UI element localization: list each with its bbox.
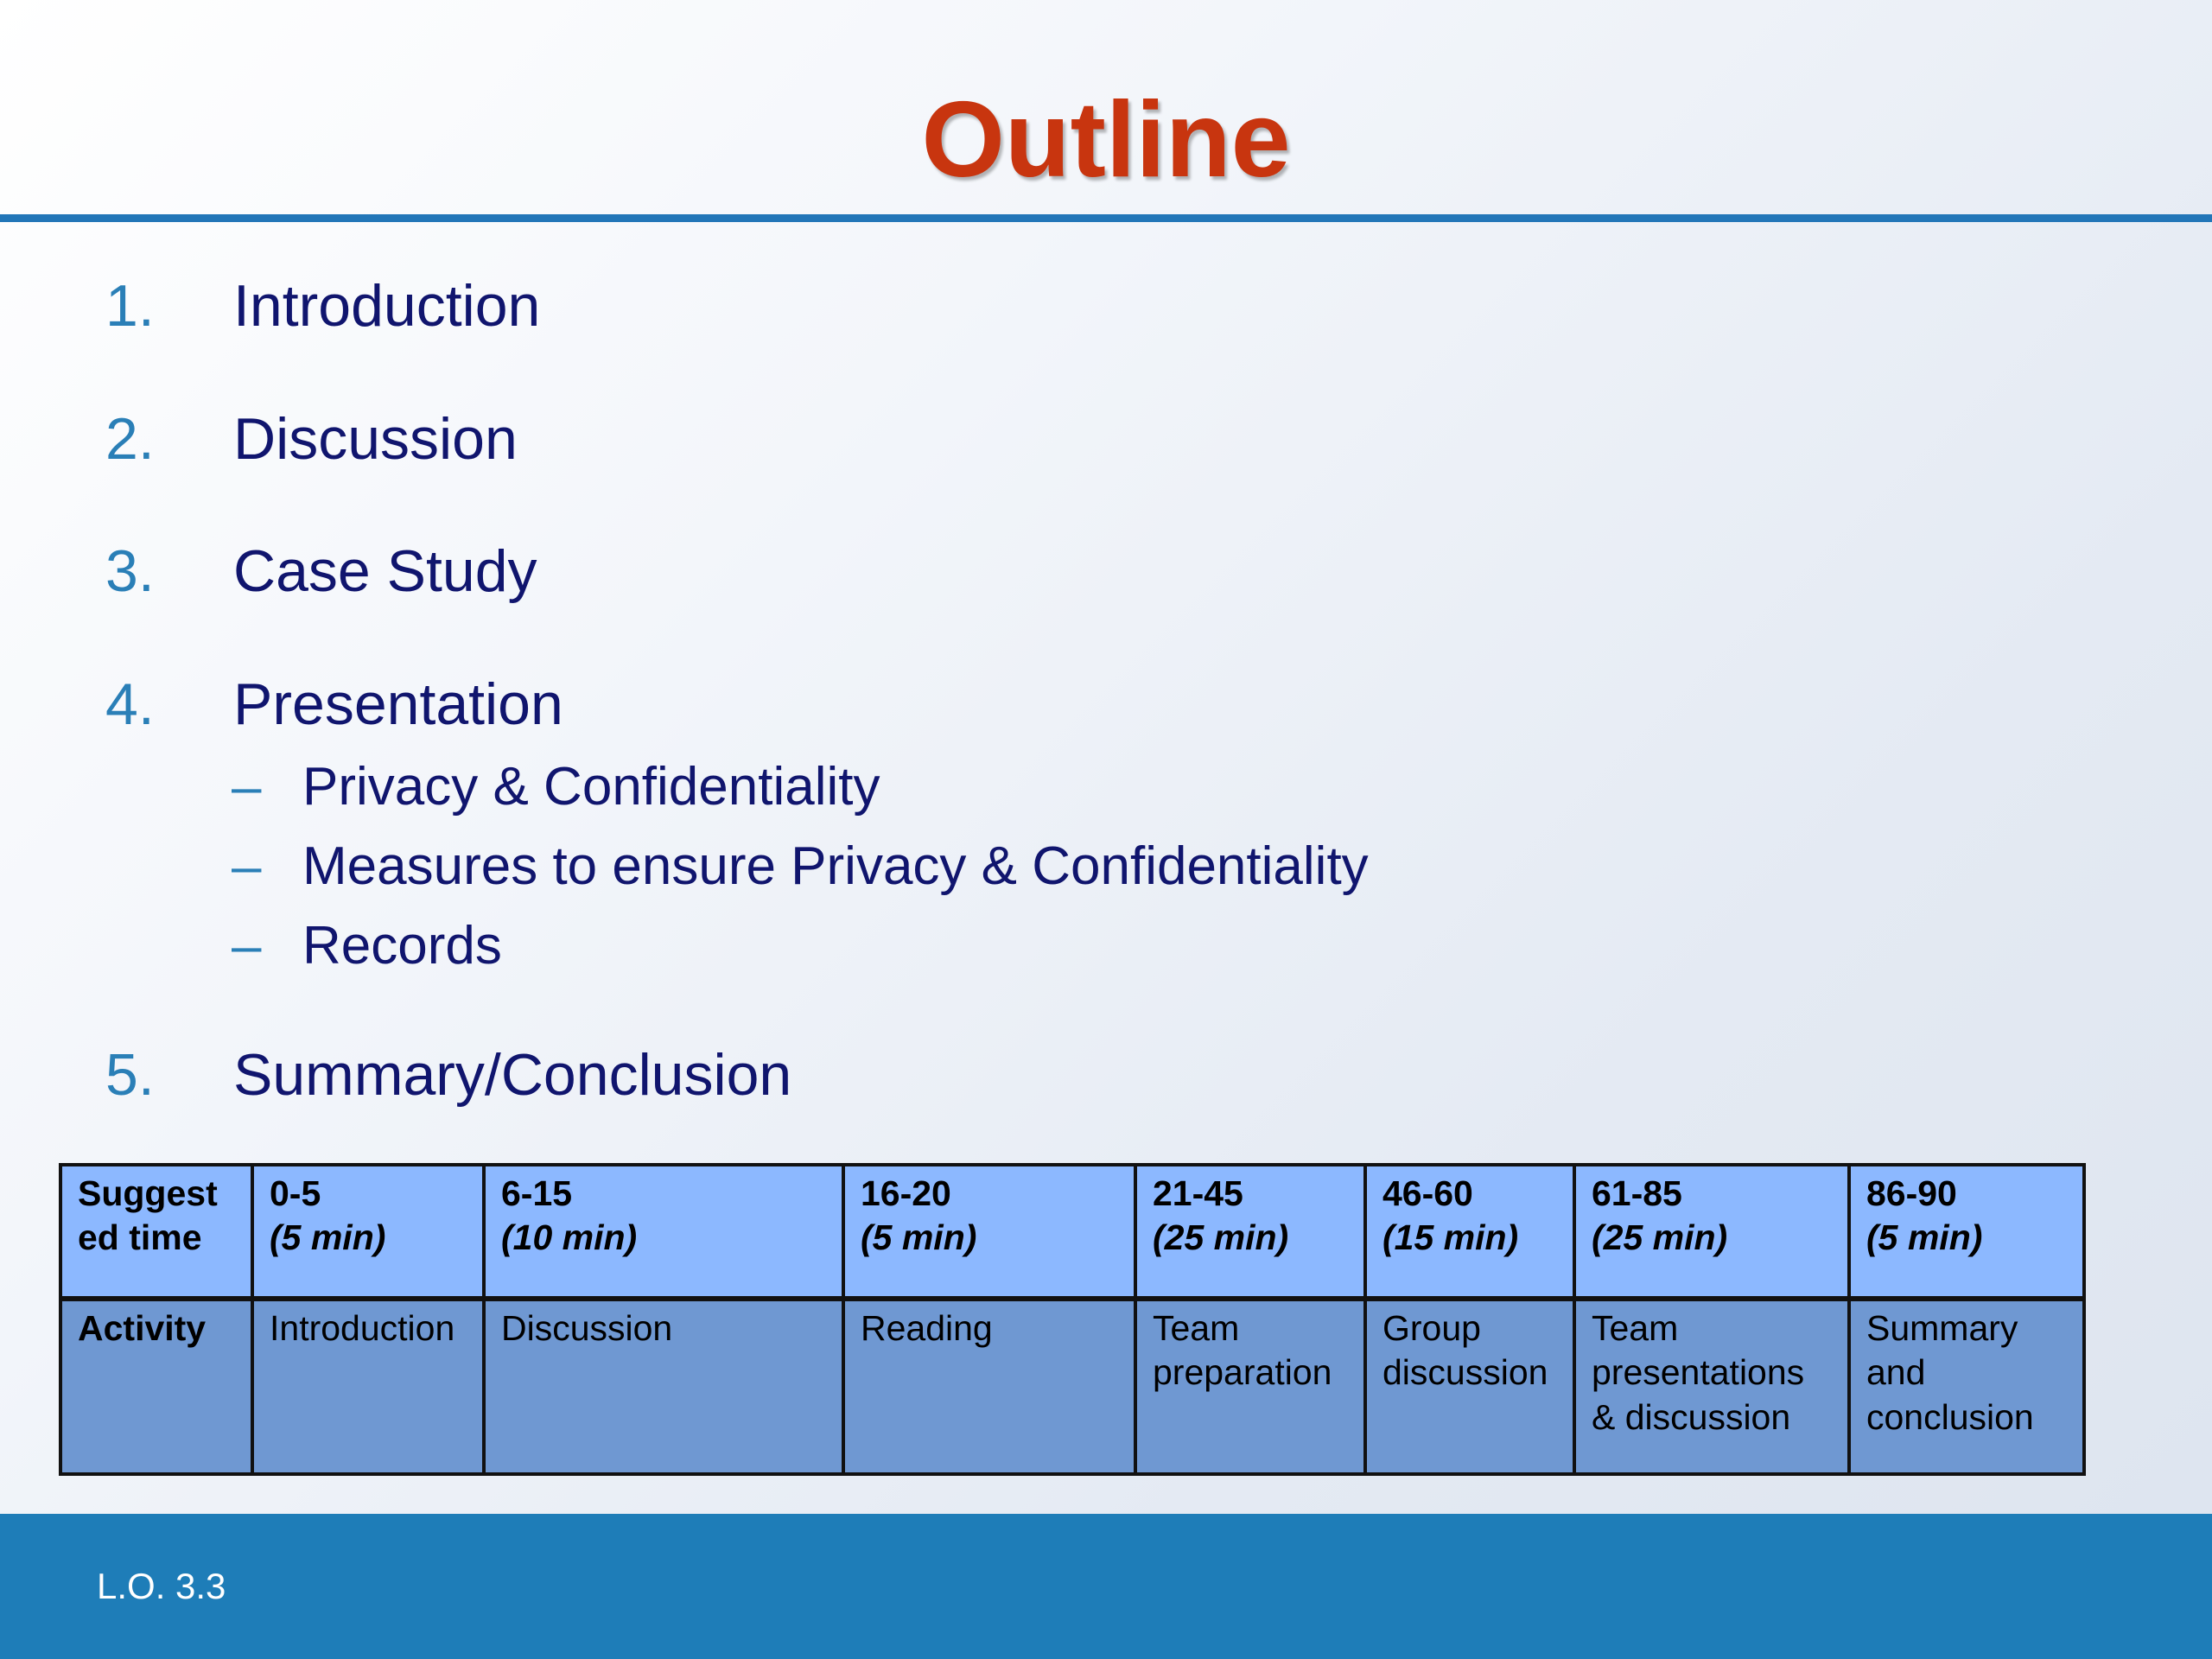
outline-number: 4. [105, 671, 155, 737]
activity-cell: Team presentations & discussion [1574, 1299, 1849, 1474]
row-header-activity: Activity [60, 1299, 252, 1474]
time-range: 61-85 [1592, 1173, 1682, 1213]
table-cell [252, 1165, 484, 1299]
activity-cell: Introduction [252, 1299, 484, 1474]
activity-cell: Discussion [484, 1299, 843, 1474]
outline-dash: – [232, 836, 262, 896]
activity-cell: Reading [843, 1299, 1135, 1474]
outline-item-presentation [105, 671, 563, 737]
time-duration: (5 min) [1866, 1217, 1983, 1258]
table-row-activity [60, 1299, 2084, 1474]
outline-dash: – [232, 916, 262, 976]
table-cell [484, 1165, 843, 1299]
time-range: 16-20 [861, 1173, 951, 1213]
outline-item-discussion [105, 406, 518, 472]
outline-sublabel: Measures to ensure Privacy & Confidentiality [302, 836, 1369, 896]
table-cell [1849, 1165, 2084, 1299]
outline-label: Discussion [233, 406, 518, 472]
time-range: 0-5 [270, 1173, 321, 1213]
table-cell [1574, 1165, 1849, 1299]
outline-item-summary [105, 1042, 792, 1108]
time-duration: (5 min) [270, 1217, 386, 1258]
outline-label: Summary/Conclusion [233, 1042, 792, 1108]
outline-subitem-privacy [232, 757, 880, 817]
outline-number: 1. [105, 273, 155, 339]
time-duration: (25 min) [1153, 1217, 1289, 1258]
row-header-suggested-time: Suggest ed time [60, 1165, 252, 1299]
activity-cell: Summary and conclusion [1849, 1299, 2084, 1474]
footer-bar [0, 1514, 2212, 1659]
schedule-table [59, 1163, 2086, 1476]
table-row-suggested-time [60, 1165, 2084, 1299]
time-duration: (25 min) [1592, 1217, 1728, 1258]
outline-subitem-measures [232, 836, 1369, 896]
time-range: 21-45 [1153, 1173, 1243, 1213]
time-range: 6-15 [501, 1173, 573, 1213]
outline-label: Introduction [233, 273, 541, 339]
time-duration: (5 min) [861, 1217, 977, 1258]
outline-label: Case Study [233, 538, 537, 604]
outline-label: Presentation [233, 671, 563, 737]
time-duration: (15 min) [1382, 1217, 1519, 1258]
table-cell [1365, 1165, 1574, 1299]
activity-cell: Group discussion [1365, 1299, 1574, 1474]
outline-number: 3. [105, 538, 155, 604]
slide-title: Outline [921, 80, 1291, 200]
table-cell [1135, 1165, 1365, 1299]
table-cell [843, 1165, 1135, 1299]
activity-cell: Team preparation [1135, 1299, 1365, 1474]
outline-number: 5. [105, 1042, 155, 1108]
outline-sublabel: Records [302, 916, 502, 976]
outline-subitem-records [232, 916, 502, 976]
footer-label: L.O. 3.3 [97, 1566, 226, 1606]
title-divider [0, 214, 2212, 222]
time-duration: (10 min) [501, 1217, 638, 1258]
outline-number: 2. [105, 406, 155, 472]
outline-sublabel: Privacy & Confidentiality [302, 757, 880, 817]
time-range: 86-90 [1866, 1173, 1957, 1213]
outline-dash: – [232, 757, 262, 817]
outline-item-case-study [105, 538, 537, 604]
outline-item-introduction [105, 273, 541, 339]
time-range: 46-60 [1382, 1173, 1473, 1213]
